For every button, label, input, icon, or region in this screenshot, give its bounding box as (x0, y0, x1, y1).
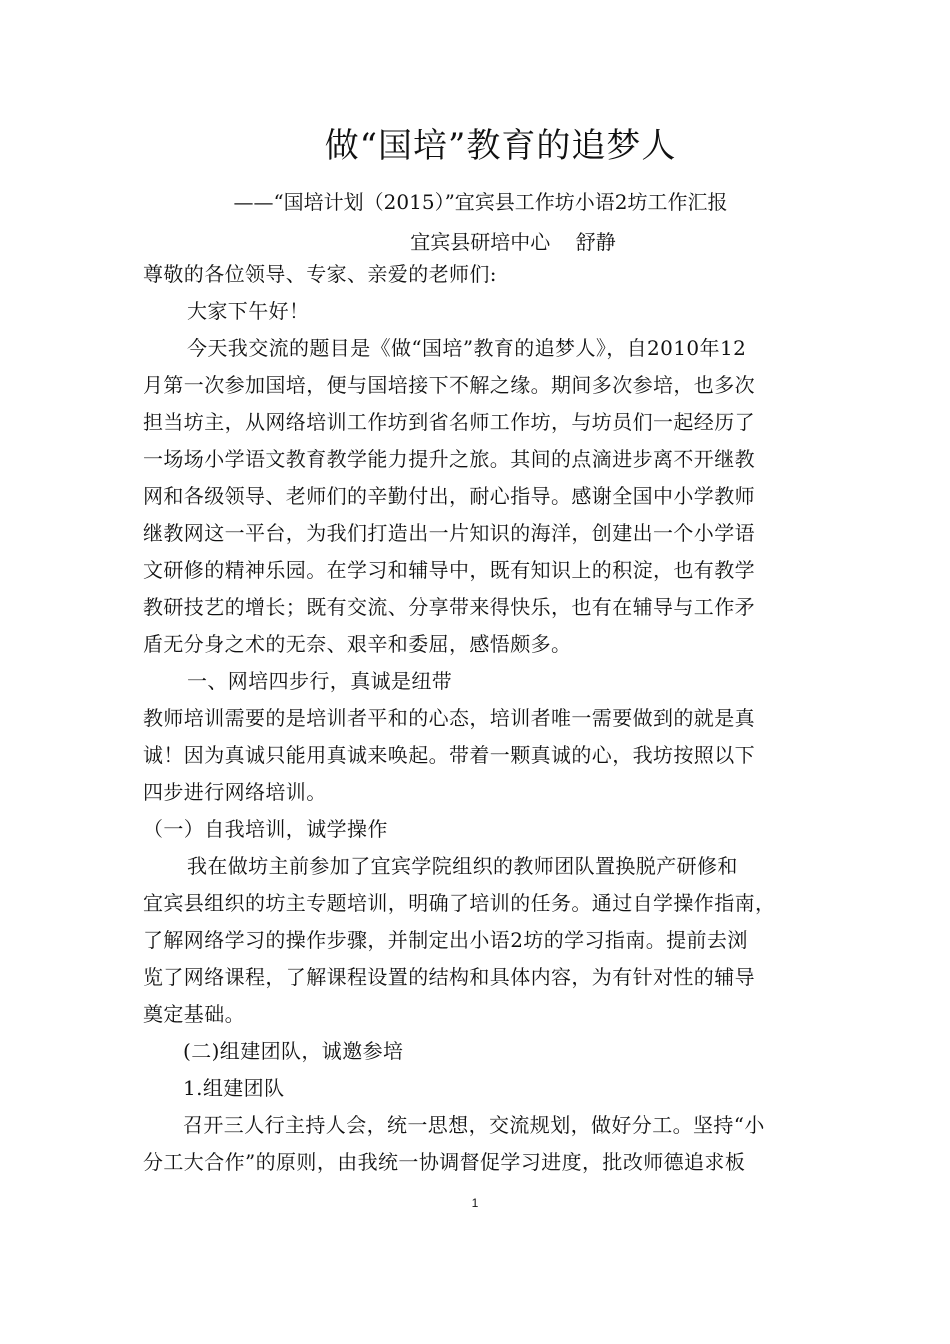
paragraph-line: 了解网络学习的操作步骤，并制定出小语2坊的学习指南。提前去浏 (143, 928, 748, 952)
subsection-heading: （一）自我培训，诚学操作 (143, 817, 388, 841)
page-number: 1 (471, 1196, 479, 1210)
paragraph-line: 教研技艺的增长；既有交流、分享带来得快乐，也有在辅导与工作矛 (143, 595, 755, 619)
document-author: 宜宾县研培中心 舒静 (410, 230, 616, 254)
paragraph-line: 盾无分身之术的无奈、艰辛和委屈，感悟颇多。 (143, 632, 572, 656)
paragraph-line: 奠定基础。 (143, 1002, 245, 1026)
numbered-heading: 1.组建团队 (183, 1076, 285, 1100)
paragraph-line: 月第一次参加国培，便与国培接下不解之缘。期间多次参培，也多次 (143, 373, 755, 397)
paragraph-line: 教师培训需要的是培训者平和的心态，培训者唯一需要做到的就是真 (143, 706, 755, 730)
paragraph-line: 担当坊主，从网络培训工作坊到省名师工作坊，与坊员们一起经历了 (143, 410, 755, 434)
document-subtitle: ——“国培计划（2015）”宜宾县工作坊小语2坊工作汇报 (233, 190, 728, 214)
paragraph-line: 览了网络课程，了解课程设置的结构和具体内容，为有针对性的辅导 (143, 965, 755, 989)
paragraph-line: 诚！因为真诚只能用真诚来唤起。带着一颗真诚的心，我坊按照以下 (143, 743, 755, 767)
paragraph-line: 一场场小学语文教育教学能力提升之旅。其间的点滴进步离不开继教 (143, 447, 755, 471)
document-body (143, 256, 808, 1181)
document-title: 做“国培”教育的追梦人 (324, 126, 677, 166)
section-heading: 一、网培四步行，真诚是纽带 (187, 669, 453, 693)
paragraph-line: 继教网这一平台，为我们打造出一片知识的海洋，创建出一个小学语 (143, 521, 755, 545)
paragraph-line: 四步进行网络培训。 (143, 780, 327, 804)
greeting: 大家下午好！ (187, 299, 310, 323)
paragraph-line: 召开三人行主持人会，统一思想，交流规划，做好分工。坚持“小 (183, 1113, 765, 1137)
paragraph-line: 我在做坊主前参加了宜宾学院组织的教师团队置换脱产研修和 (187, 854, 738, 878)
paragraph-line: 分工大合作”的原则，由我统一协调督促学习进度，批改师德追求板 (143, 1150, 746, 1174)
paragraph-line: 今天我交流的题目是《做“国培”教育的追梦人》，自2010年12 (187, 336, 747, 360)
paragraph-line: 网和各级领导、老师们的辛勤付出，耐心指导。感谢全国中小学教师 (143, 484, 755, 508)
paragraph-line: 宜宾县组织的坊主专题培训，明确了培训的任务。通过自学操作指南， (143, 891, 776, 915)
salutation: 尊敬的各位领导、专家、亲爱的老师们: (143, 262, 497, 286)
subsection-heading: (二)组建团队，诚邀参培 (183, 1039, 404, 1063)
paragraph-line: 文研修的精神乐园。在学习和辅导中，既有知识上的积淀，也有教学 (143, 558, 755, 582)
